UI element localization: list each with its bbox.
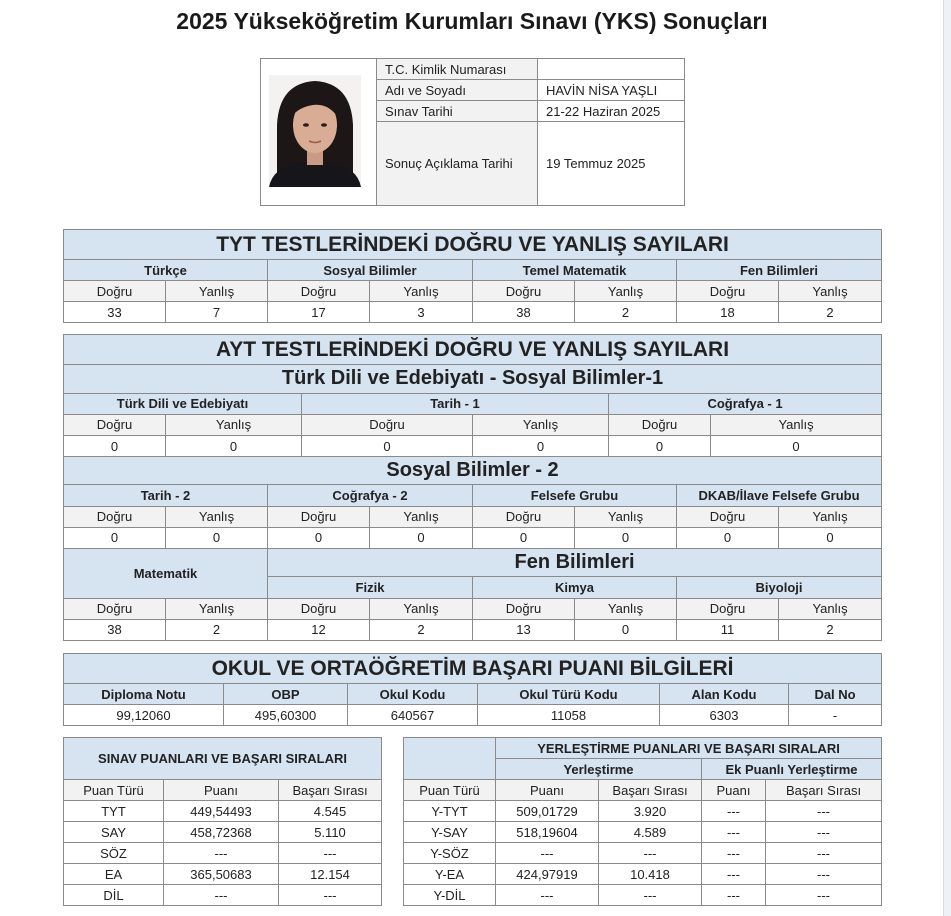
dogru-header: Doğru: [677, 598, 779, 619]
ayt-tde-dogru: 0: [64, 435, 166, 456]
ek-puan-cell: ---: [702, 864, 766, 885]
yanlis-header: Yanlış: [575, 598, 677, 619]
alan-kodu-value: 6303: [660, 705, 789, 726]
dogru-header: Doğru: [64, 598, 166, 619]
ek-basari-sirasi-header: Başarı Sırası: [766, 780, 882, 801]
ayt-cografya1-dogru: 0: [609, 435, 711, 456]
alan-kodu-header: Alan Kodu: [660, 684, 789, 705]
candidate-photo: [261, 59, 377, 206]
puan-turu-cell: EA: [64, 864, 164, 885]
tyt-sosyal-yanlis: 3: [370, 302, 473, 323]
dogru-header: Doğru: [268, 281, 370, 302]
tyt-matematik-dogru: 38: [473, 302, 575, 323]
ayt-matematik-dogru: 38: [64, 619, 166, 640]
ayt-cografya2-dogru: 0: [268, 527, 370, 548]
ayt-tarih2-yanlis: 0: [166, 527, 268, 548]
ayt-subject-dkab: DKAB/İlave Felsefe Grubu: [677, 485, 882, 506]
yanlis-header: Yanlış: [370, 281, 473, 302]
okul-kodu-value: 640567: [348, 705, 478, 726]
tyt-subject-fen: Fen Bilimleri: [677, 260, 882, 281]
tc-label: T.C. Kimlik Numarası: [377, 59, 538, 80]
ayt-table: [63, 334, 882, 641]
ayt-fen-title: Fen Bilimleri: [268, 549, 882, 577]
tyt-subject-matematik: Temel Matematik: [473, 260, 677, 281]
yanlis-header: Yanlış: [575, 281, 677, 302]
ayt-subject-fizik: Fizik: [268, 577, 473, 598]
sira-cell: ---: [279, 885, 382, 906]
dogru-header: Doğru: [302, 414, 473, 435]
sira-cell: ---: [279, 843, 382, 864]
dogru-header: Doğru: [677, 506, 779, 527]
ek-sira-cell: ---: [766, 801, 882, 822]
ayt-biyoloji-yanlis: 2: [779, 619, 882, 640]
ayt-tarih1-dogru: 0: [302, 435, 473, 456]
puan-turu-header: Puan Türü: [64, 780, 164, 801]
ayt-tde-yanlis: 0: [166, 435, 302, 456]
tyt-subject-turkce: Türkçe: [64, 260, 268, 281]
yerlestirme-group: Yerleştirme: [496, 759, 702, 780]
ayt-subject-cografya1: Coğrafya - 1: [609, 393, 882, 414]
okul-turu-kodu-header: Okul Türü Kodu: [478, 684, 660, 705]
puan-cell: ---: [164, 843, 279, 864]
exam-date-value: 21-22 Haziran 2025: [538, 101, 685, 122]
ek-puan-cell: ---: [702, 822, 766, 843]
yanlis-header: Yanlış: [473, 414, 609, 435]
yanlis-header: Yanlış: [575, 506, 677, 527]
ayt-tde-title: Türk Dili ve Edebiyatı - Sosyal Bilimler-1: [64, 365, 882, 393]
puan-turu-cell: Y-SAY: [404, 822, 496, 843]
yerlestirme-title: YERLEŞTİRME PUANLARI VE BAŞARI SIRALARI: [496, 738, 882, 759]
name-value: HAVİN NİSA YAŞLI: [538, 80, 685, 101]
ek-sira-cell: ---: [766, 885, 882, 906]
dal-no-value: -: [789, 705, 882, 726]
puan-turu-cell: Y-EA: [404, 864, 496, 885]
table-row: [404, 801, 882, 822]
ayt-subject-tarih1: Tarih - 1: [302, 393, 609, 414]
ek-puan-cell: ---: [702, 801, 766, 822]
okul-turu-kodu-value: 11058: [478, 705, 660, 726]
ayt-tarih1-yanlis: 0: [473, 435, 609, 456]
yanlis-header: Yanlış: [779, 506, 882, 527]
tyt-subject-sosyal: Sosyal Bilimler: [268, 260, 473, 281]
puan-turu-cell: TYT: [64, 801, 164, 822]
dogru-header: Doğru: [64, 281, 166, 302]
puan-cell: 518,19604: [496, 822, 599, 843]
yanlis-header: Yanlış: [370, 506, 473, 527]
yanlis-header: Yanlış: [166, 506, 268, 527]
puani-header: Puanı: [496, 780, 599, 801]
ayt-subject-cografya2: Coğrafya - 2: [268, 485, 473, 506]
puan-turu-cell: Y-DİL: [404, 885, 496, 906]
ayt-fizik-yanlis: 2: [370, 619, 473, 640]
sira-cell: 12.154: [279, 864, 382, 885]
ayt-felsefe-dogru: 0: [473, 527, 575, 548]
ek-puan-cell: ---: [702, 843, 766, 864]
sira-cell: 4.589: [599, 822, 702, 843]
ek-puan-cell: ---: [702, 885, 766, 906]
puan-cell: ---: [496, 885, 599, 906]
sira-cell: 10.418: [599, 864, 702, 885]
okul-table: [63, 653, 882, 726]
dogru-header: Doğru: [268, 598, 370, 619]
table-row: [404, 822, 882, 843]
tyt-title: TYT TESTLERİNDEKİ DOĞRU VE YANLIŞ SAYILARI: [64, 230, 882, 260]
puan-turu-cell: SAY: [64, 822, 164, 843]
tyt-sosyal-dogru: 17: [268, 302, 370, 323]
exam-date-label: Sınav Tarihi: [377, 101, 538, 122]
ek-sira-cell: ---: [766, 843, 882, 864]
yanlis-header: Yanlış: [166, 281, 268, 302]
ayt-kimya-dogru: 13: [473, 619, 575, 640]
puani-header: Puanı: [164, 780, 279, 801]
tyt-turkce-yanlis: 7: [166, 302, 268, 323]
tyt-matematik-yanlis: 2: [575, 302, 677, 323]
yanlis-header: Yanlış: [779, 598, 882, 619]
table-row: [64, 885, 382, 906]
puan-turu-header: Puan Türü: [404, 780, 496, 801]
tyt-fen-yanlis: 2: [779, 302, 882, 323]
yerlestirme-corner: [404, 738, 496, 780]
yanlis-header: Yanlış: [166, 598, 268, 619]
tyt-turkce-dogru: 33: [64, 302, 166, 323]
dogru-header: Doğru: [268, 506, 370, 527]
page-edge: [943, 0, 951, 916]
puan-cell: ---: [164, 885, 279, 906]
name-label: Adı ve Soyadı: [377, 80, 538, 101]
puan-cell: 449,54493: [164, 801, 279, 822]
ayt-subject-kimya: Kimya: [473, 577, 677, 598]
ayt-felsefe-yanlis: 0: [575, 527, 677, 548]
ayt-dkab-dogru: 0: [677, 527, 779, 548]
dogru-header: Doğru: [609, 414, 711, 435]
ayt-cografya2-yanlis: 0: [370, 527, 473, 548]
ayt-sos2-title: Sosyal Bilimler - 2: [64, 457, 882, 485]
ayt-dkab-yanlis: 0: [779, 527, 882, 548]
yanlis-header: Yanlış: [711, 414, 882, 435]
puan-turu-cell: SÖZ: [64, 843, 164, 864]
dogru-header: Doğru: [64, 414, 166, 435]
dogru-header: Doğru: [473, 506, 575, 527]
tyt-fen-dogru: 18: [677, 302, 779, 323]
page-title: 2025 Yükseköğretim Kurumları Sınavı (YKS) Sonuçları: [176, 8, 768, 34]
puan-cell: ---: [496, 843, 599, 864]
obp-header: OBP: [224, 684, 348, 705]
ayt-subject-biyoloji: Biyoloji: [677, 577, 882, 598]
ayt-subject-matematik: Matematik: [64, 549, 268, 598]
puan-turu-cell: Y-SÖZ: [404, 843, 496, 864]
obp-value: 495,60300: [224, 705, 348, 726]
ayt-subject-tarih2: Tarih - 2: [64, 485, 268, 506]
sira-cell: 3.920: [599, 801, 702, 822]
sira-cell: ---: [599, 885, 702, 906]
dogru-header: Doğru: [473, 281, 575, 302]
ek-puani-header: Puanı: [702, 780, 766, 801]
ayt-matematik-yanlis: 2: [166, 619, 268, 640]
sira-cell: ---: [599, 843, 702, 864]
ayt-subject-felsefe: Felsefe Grubu: [473, 485, 677, 506]
puan-cell: 424,97919: [496, 864, 599, 885]
ayt-subject-tde: Türk Dili ve Edebiyatı: [64, 393, 302, 414]
tyt-table: [63, 229, 882, 323]
sira-cell: 5.110: [279, 822, 382, 843]
ayt-kimya-yanlis: 0: [575, 619, 677, 640]
sinav-puanlari-table: [63, 737, 382, 906]
table-row: [404, 843, 882, 864]
ayt-cografya1-yanlis: 0: [711, 435, 882, 456]
table-row: [64, 843, 382, 864]
table-row: [64, 864, 382, 885]
dogru-header: Doğru: [473, 598, 575, 619]
table-row: [404, 885, 882, 906]
result-date-value: 19 Temmuz 2025: [538, 122, 685, 206]
ayt-title: AYT TESTLERİNDEKİ DOĞRU VE YANLIŞ SAYILARI: [64, 335, 882, 365]
table-row: [404, 864, 882, 885]
puan-cell: 458,72368: [164, 822, 279, 843]
dogru-header: Doğru: [64, 506, 166, 527]
yanlis-header: Yanlış: [779, 281, 882, 302]
yanlis-header: Yanlış: [370, 598, 473, 619]
ek-sira-cell: ---: [766, 864, 882, 885]
basari-sirasi-header: Başarı Sırası: [599, 780, 702, 801]
table-row: [64, 801, 382, 822]
okul-title: OKUL VE ORTAÖĞRETİM BAŞARI PUANI BİLGİLERİ: [64, 654, 882, 684]
diploma-notu-value: 99,12060: [64, 705, 224, 726]
sira-cell: 4.545: [279, 801, 382, 822]
person-photo-icon: [269, 75, 361, 187]
basari-sirasi-header: Başarı Sırası: [279, 780, 382, 801]
ek-sira-cell: ---: [766, 822, 882, 843]
okul-kodu-header: Okul Kodu: [348, 684, 478, 705]
yerlestirme-table: [403, 737, 882, 906]
ayt-tarih2-dogru: 0: [64, 527, 166, 548]
dal-no-header: Dal No: [789, 684, 882, 705]
puan-cell: 509,01729: [496, 801, 599, 822]
yanlis-header: Yanlış: [166, 414, 302, 435]
table-row: [64, 822, 382, 843]
diploma-notu-header: Diploma Notu: [64, 684, 224, 705]
ayt-fizik-dogru: 12: [268, 619, 370, 640]
ek-puanli-group: Ek Puanlı Yerleştirme: [702, 759, 882, 780]
puan-cell: 365,50683: [164, 864, 279, 885]
dogru-header: Doğru: [677, 281, 779, 302]
puan-turu-cell: Y-TYT: [404, 801, 496, 822]
puan-turu-cell: DİL: [64, 885, 164, 906]
candidate-info-table: [260, 58, 685, 206]
result-date-label: Sonuç Açıklama Tarihi: [377, 122, 538, 206]
ayt-biyoloji-dogru: 11: [677, 619, 779, 640]
sinav-puanlari-title: SINAV PUANLARI VE BAŞARI SIRALARI: [64, 738, 382, 780]
tc-value: [538, 59, 685, 80]
